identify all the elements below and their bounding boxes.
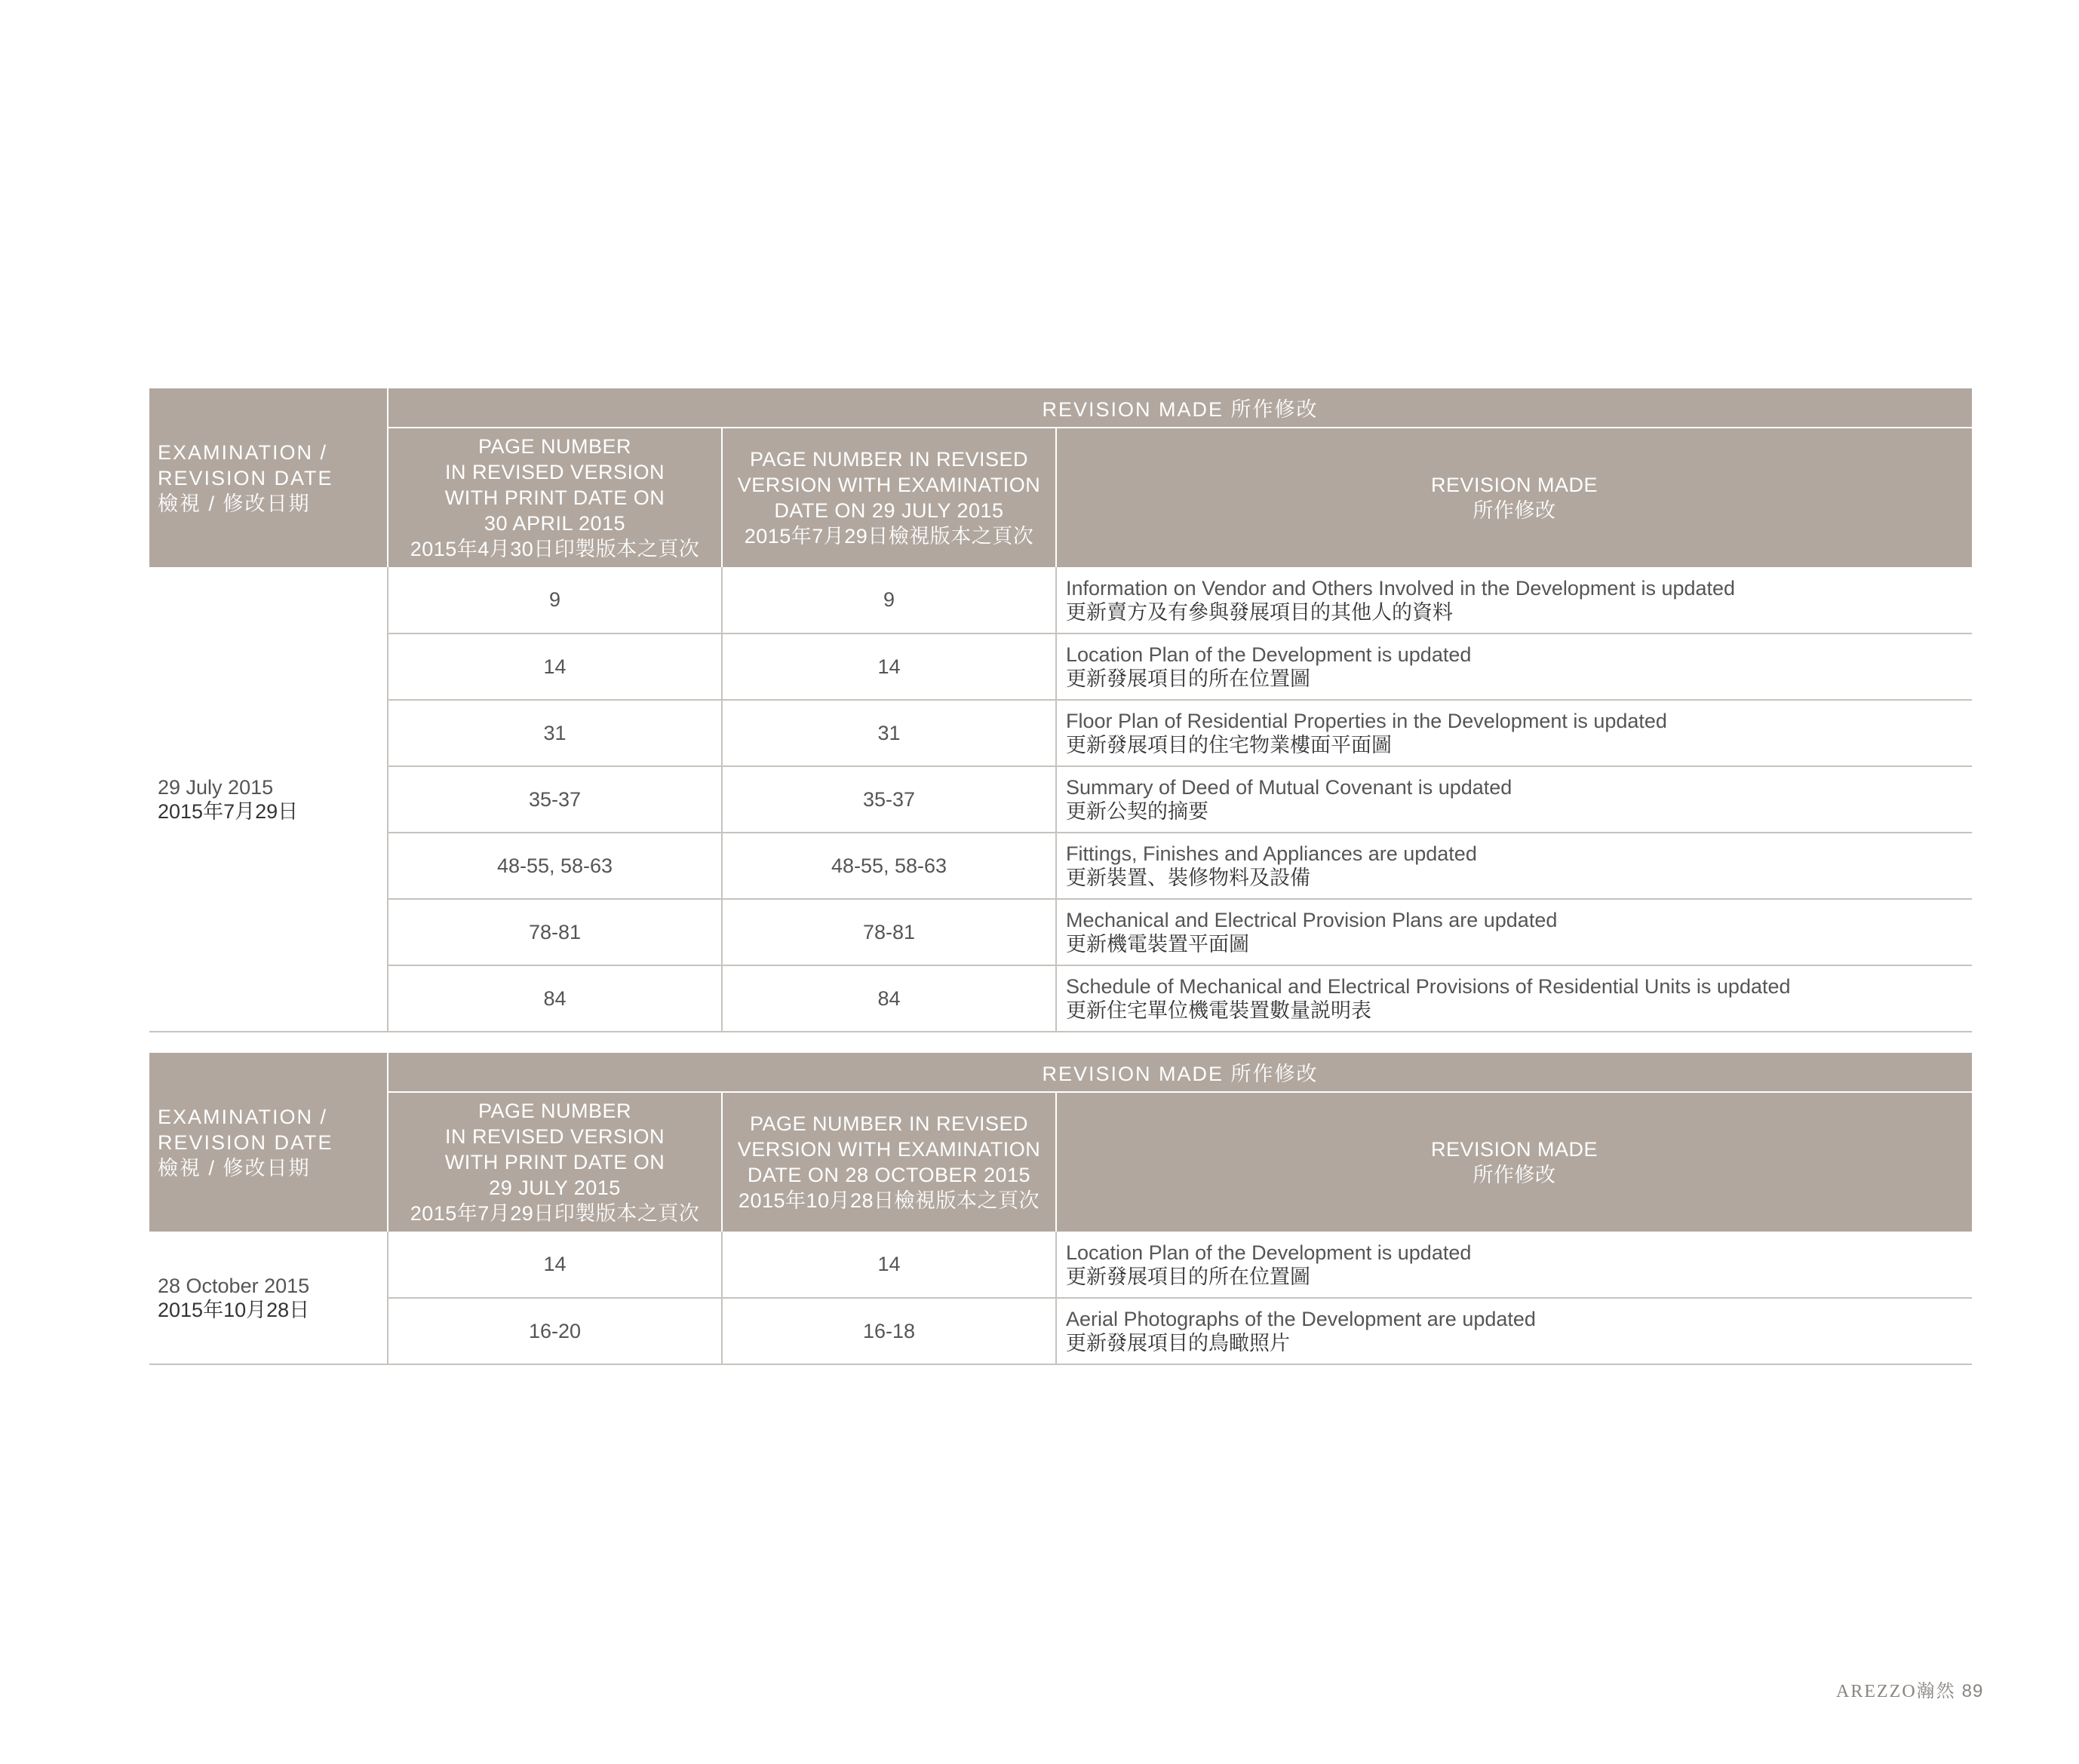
revision-description: Information on Vendor and Others Involved in the Development is updated 更新賣方及有參與發展項目的其他人的資料 [1056,567,1972,634]
exam-page-cell: 14 [722,634,1056,700]
exam-page-cell: 31 [722,700,1056,766]
revision-table-2 [149,1053,1972,1365]
exam-page-cell: 16-18 [722,1298,1056,1364]
page-footer [1836,1676,1983,1702]
revision-table-1 [149,388,1972,1032]
table-row [149,1298,1972,1364]
print-page-cell: 35-37 [388,766,722,833]
print-page-cell: 78-81 [388,899,722,965]
exam-page-cell: 14 [722,1232,1056,1298]
table-row [149,1232,1972,1298]
revision-description: Mechanical and Electrical Provision Plans are updated 更新機電裝置平面圖 [1056,899,1972,965]
header-exam-date: EXAMINATION / REVISION DATE 檢視 / 修改日期 [149,388,388,567]
print-page-cell: 14 [388,1232,722,1298]
exam-page-cell: 35-37 [722,766,1056,833]
header-exam-page: PAGE NUMBER IN REVISED VERSION WITH EXAMINATION DATE ON 29 JULY 2015 2015年7月29日檢視版本之頁次 [722,428,1056,567]
exam-page-cell: 78-81 [722,899,1056,965]
header-revision-made-group: REVISION MADE 所作修改 [388,1053,1972,1092]
header-print-page: PAGE NUMBER IN REVISED VERSION WITH PRINT DATE ON 29 JULY 2015 2015年7月29日印製版本之頁次 [388,1092,722,1232]
table-row [149,833,1972,899]
page-number: 89 [1961,1681,1984,1701]
revision-description: Schedule of Mechanical and Electrical Provisions of Residential Units is updated 更新住宅單位機電裝置數量説明表 [1056,965,1972,1032]
brand-logo: AREZZO瀚然 [1836,1682,1956,1701]
table-row [149,965,1972,1032]
exam-page-cell: 84 [722,965,1056,1032]
revision-description: Location Plan of the Development is updated 更新發展項目的所在位置圖 [1056,634,1972,700]
revision-description: Aerial Photographs of the Development are updated 更新發展項目的鳥瞰照片 [1056,1298,1972,1364]
table-row [149,899,1972,965]
header-print-page: PAGE NUMBER IN REVISED VERSION WITH PRINT DATE ON 30 APRIL 2015 2015年4月30日印製版本之頁次 [388,428,722,567]
print-page-cell: 14 [388,634,722,700]
print-page-cell: 84 [388,965,722,1032]
revision-date: 29 July 2015 2015年7月29日 [149,567,388,1032]
revision-description: Fittings, Finishes and Appliances are updated 更新裝置、裝修物料及設備 [1056,833,1972,899]
header-exam-page: PAGE NUMBER IN REVISED VERSION WITH EXAMINATION DATE ON 28 OCTOBER 2015 2015年10月28日檢視版本之頁次 [722,1092,1056,1232]
print-page-cell: 48-55, 58-63 [388,833,722,899]
revision-description: Floor Plan of Residential Properties in the Development is updated 更新發展項目的住宅物業樓面平面圖 [1056,700,1972,766]
header-exam-date: EXAMINATION / REVISION DATE 檢視 / 修改日期 [149,1053,388,1232]
header-revision-made: REVISION MADE 所作修改 [1056,428,1972,567]
exam-page-cell: 9 [722,567,1056,634]
table-row [149,567,1972,634]
table-row [149,766,1972,833]
print-page-cell: 9 [388,567,722,634]
print-page-cell: 31 [388,700,722,766]
table-row [149,700,1972,766]
header-revision-made: REVISION MADE 所作修改 [1056,1092,1972,1232]
header-revision-made-group: REVISION MADE 所作修改 [388,388,1972,428]
revision-description: Location Plan of the Development is updated 更新發展項目的所在位置圖 [1056,1232,1972,1298]
print-page-cell: 16-20 [388,1298,722,1364]
revision-description: Summary of Deed of Mutual Covenant is updated 更新公契的摘要 [1056,766,1972,833]
revision-date: 28 October 2015 2015年10月28日 [149,1232,388,1364]
table-row [149,634,1972,700]
exam-page-cell: 48-55, 58-63 [722,833,1056,899]
